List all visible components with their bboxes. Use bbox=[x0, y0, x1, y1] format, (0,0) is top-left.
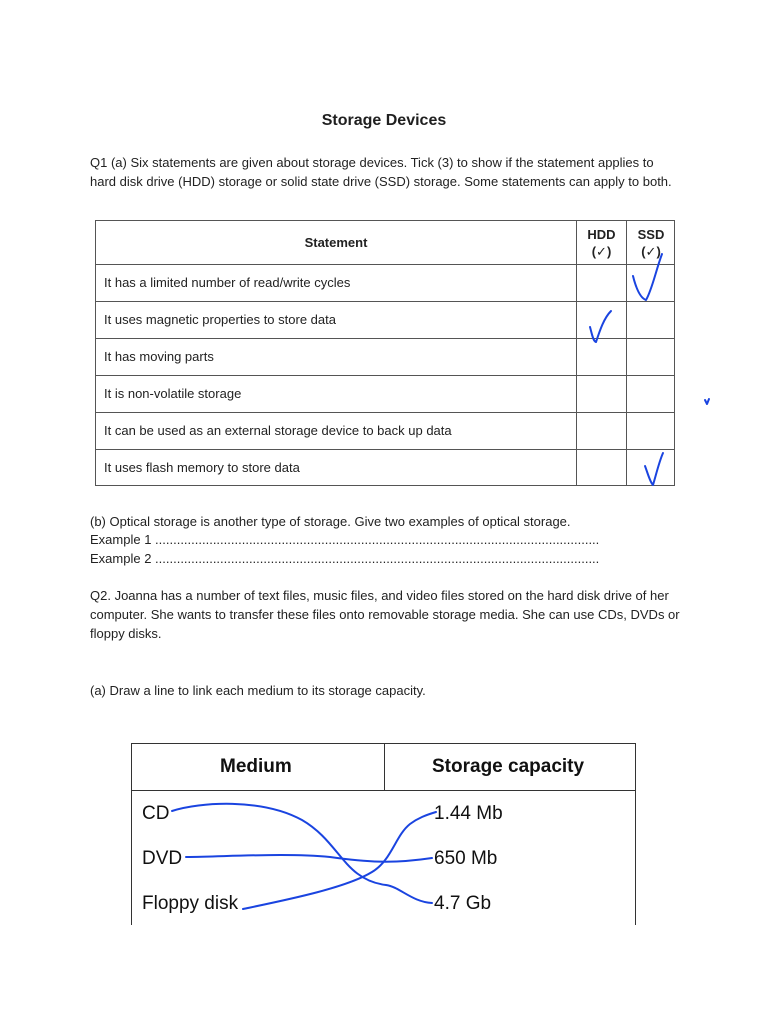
matching-table bbox=[131, 743, 636, 925]
capacity-item: 650 Mb bbox=[434, 848, 498, 869]
question-1a-text: Q1 (a) Six statements are given about storage devices. Tick (3) to show if the statement applies to hard disk drive (HDD) storage or solid state drive (SSD) storage. Some statements can apply to both. bbox=[90, 155, 672, 189]
header-hdd-label: HDD bbox=[587, 227, 616, 242]
capacity-item: 1.44 Mb bbox=[434, 803, 503, 824]
table-row-divider bbox=[96, 412, 674, 413]
statements-table bbox=[95, 220, 675, 486]
table-row-divider bbox=[132, 790, 635, 791]
header-statement: Statement bbox=[304, 235, 368, 250]
table-divider bbox=[635, 790, 636, 925]
medium-item: CD bbox=[142, 803, 170, 824]
header-ssd-label: SSD bbox=[637, 227, 665, 242]
table-row-statement: It uses magnetic properties to store data bbox=[104, 312, 336, 327]
header-hdd-tick: (✓) bbox=[591, 244, 612, 259]
table-row-statement: It is non-volatile storage bbox=[104, 386, 242, 401]
medium-item: Floppy disk bbox=[142, 893, 239, 914]
header-ssd bbox=[627, 226, 675, 260]
header-medium: Medium bbox=[220, 756, 292, 777]
question-1b-text: (b) Optical storage is another type of storage. Give two examples of optical storage. bbox=[90, 514, 571, 529]
table-row-divider bbox=[96, 449, 674, 450]
example-2-line[interactable]: Example 2 ........................................................................................................................... bbox=[90, 551, 600, 566]
table-row-statement: It uses flash memory to store data bbox=[104, 460, 300, 475]
medium-item: DVD bbox=[142, 848, 183, 869]
table-row-divider bbox=[96, 338, 674, 339]
question-2-text: Q2. Joanna has a number of text files, music files, and video files stored on the hard disk drive of her computer. She wants to transfer these files onto removable storage media. She can use CDs, DVDs or floppy disks. bbox=[90, 588, 680, 641]
stray-mark bbox=[705, 399, 709, 404]
header-storage-capacity: Storage capacity bbox=[432, 756, 585, 777]
table-row-divider bbox=[96, 301, 674, 302]
table-row-statement: It has moving parts bbox=[104, 349, 214, 364]
table-divider bbox=[576, 221, 577, 485]
question-2a-text: (a) Draw a line to link each medium to its storage capacity. bbox=[90, 683, 426, 698]
table-divider bbox=[384, 744, 385, 790]
header-hdd bbox=[577, 226, 626, 260]
capacity-item: 4.7 Gb bbox=[434, 893, 492, 914]
header-ssd-tick: (✓) bbox=[641, 244, 661, 259]
table-row-statement: It has a limited number of read/write cycles bbox=[104, 275, 351, 290]
table-row-statement: It can be used as an external storage device to back up data bbox=[104, 423, 452, 438]
table-divider bbox=[626, 221, 627, 485]
page-title: Storage Devices bbox=[321, 112, 447, 129]
table-row-divider bbox=[96, 264, 674, 265]
table-row-divider bbox=[96, 375, 674, 376]
example-1-line[interactable]: Example 1 ........................................................................................................................... bbox=[90, 532, 600, 547]
